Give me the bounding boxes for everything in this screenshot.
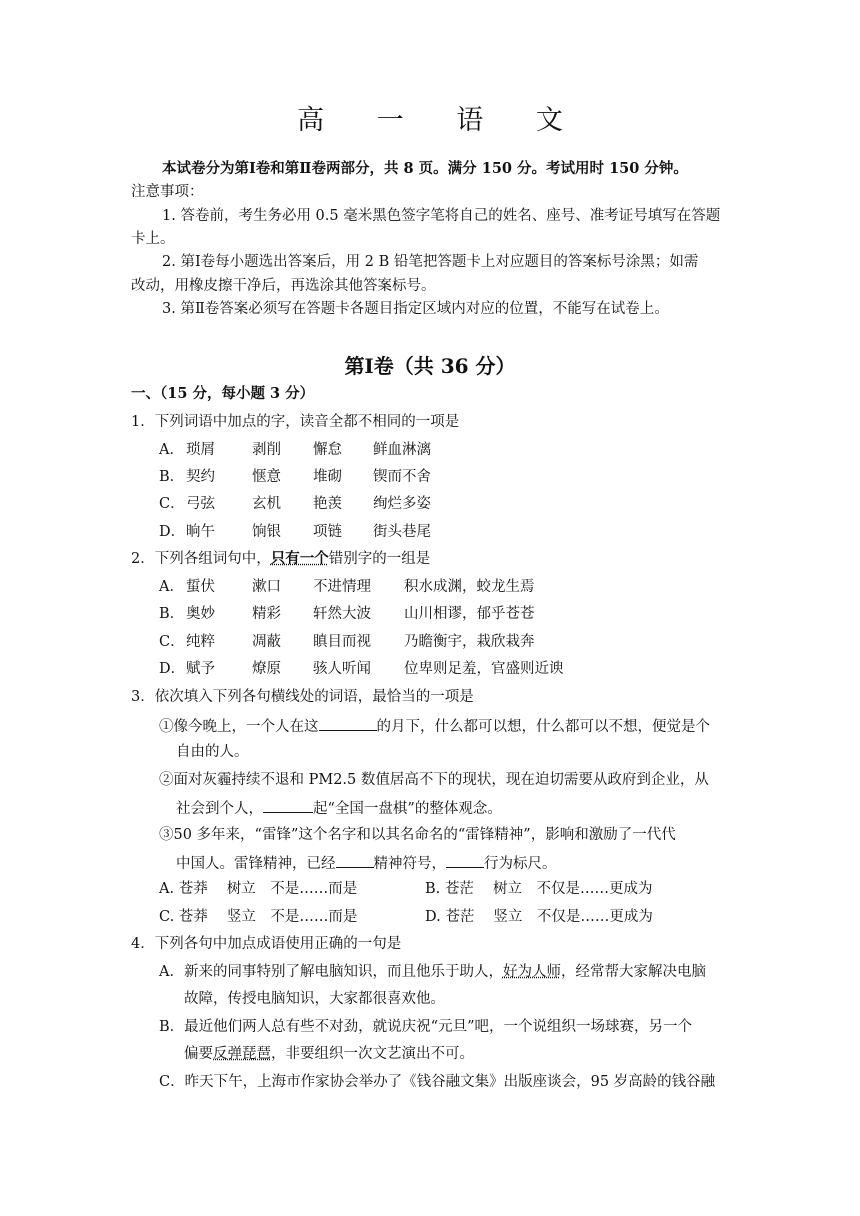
q1-b-word-3: 堆砌 [313,469,342,485]
q3-blank-2 [263,796,313,813]
q1-option-c-letter: C． [159,496,185,512]
q4-a-idiom: 好为人师 [502,964,561,980]
q4-b-idiom: 反弹琵琶 [213,1046,271,1062]
q3-sentence-2-cont: 社会到个人， 起“全国一盘棋”的整体观念。 [176,796,502,820]
question-3-stem: 3．依次填入下列各句横线处的词语，最恰当的一项是 [131,689,474,705]
question-4-stem: 4．下列各句中加点成语使用正确的一句是 [131,936,402,952]
notice-1: 1. 答卷前，考生务必用 0.5 毫米黑色签字笔将自己的姓名、座号、准考证号填写在答题 [162,208,721,224]
q3-sentence-3-cont: 中国人。雷锋精神，已经 精神符号， 行为标尺。 [176,851,557,875]
q3-sentence-3: ③50 多年来，“雷锋”这个名字和以其名命名的“雷锋精神”，影响和激励了一代代 [159,827,676,843]
part-heading: 一、（15 分，每小题 3 分） [131,385,315,402]
q4-option-b-cont: 偏要反弹琵琶，非要组织一次文艺演出不可。 [184,1046,474,1062]
q1-option-d-letter: D． [159,524,186,540]
q2-option-c-letter: C． [159,634,185,650]
q4-option-a-cont: 故障，传授电脑知识，大家都很喜欢他。 [184,991,445,1007]
q1-c-word-2: 玄机 [252,496,281,512]
q2-d-word-3: 骇人听闻 [313,661,371,677]
q1-a-word-1: 琐屑 [186,442,215,458]
q4-option-c: C．昨天下午，上海市作家协会举办了《钱谷融文集》出版座谈会，95 岁高龄的钱谷融 [159,1074,716,1090]
notice-2: 2. 第Ⅰ卷每小题选出答案后，用 2 B 铅笔把答题卡上对应题目的答案标号涂黑；如需 [162,254,699,270]
q3-option-c: C. 苍莽 竖立 不是……而是 [159,909,358,925]
q3-blank-4 [446,851,484,868]
q3-option-a: A. 苍莽 树立 不是……而是 [159,881,358,897]
q2-emphasis: 只有一个 [270,550,329,567]
q4-option-a: A．新来的同事特别了解电脑知识，而且他乐于助人，好为人师，经常帮大家解决电脑 [159,964,706,980]
q1-b-word-2: 惬意 [252,469,281,485]
q1-a-word-4: 鲜血淋漓 [373,442,431,458]
notice-3: 3. 第Ⅱ卷答案必须写在答题卡各题目指定区域内对应的位置，不能写在试卷上。 [162,301,669,317]
q2-c-word-4: 乃瞻衡宇，栽欣栽奔 [404,634,535,650]
q1-c-word-1: 弓弦 [186,496,215,512]
section-title: 第Ⅰ卷（共 36 分） [344,354,516,378]
q2-option-d-letter: D． [159,661,186,677]
exam-intro: 本试卷分为第Ⅰ卷和第Ⅱ卷两部分，共 8 页。满分 150 分。考试用时 150 分钟。 [162,160,688,177]
q2-b-word-1: 奥妙 [186,606,215,622]
q3-blank-3 [336,851,374,868]
q3-blank-1 [319,714,377,731]
q2-a-word-4: 积水成渊，蛟龙生焉 [404,579,535,595]
q1-d-word-2: 饷银 [252,524,281,540]
q1-d-word-3: 项链 [313,524,342,540]
q2-d-word-1: 赋予 [186,661,215,677]
notice-2-cont: 改动，用橡皮擦干净后，再选涂其他答案标号。 [131,278,436,294]
q3-option-b: B. 苍茫 树立 不仅是……更成为 [425,881,653,897]
question-2-stem: 2．下列各组词句中，只有一个错别字的一组是 [131,550,431,567]
q4-option-b: B．最近他们两人总有些不对劲，就说庆祝“元旦”吧，一个说组织一场球赛，另一个 [159,1019,692,1035]
q2-c-word-1: 纯粹 [186,634,215,650]
q1-a-word-3: 懈怠 [313,442,342,458]
q3-option-d: D. 苍茫 竖立 不仅是……更成为 [425,909,653,925]
q1-b-word-4: 锲而不舍 [373,469,431,485]
q2-b-word-2: 精彩 [252,606,281,622]
q2-d-word-2: 燎原 [252,661,281,677]
q1-d-word-1: 晌午 [186,524,215,540]
page-title: 高 一 语 文 [297,105,585,136]
q1-d-word-4: 街头巷尾 [373,524,431,540]
q2-b-word-3: 轩然大波 [313,606,371,622]
q2-option-a-letter: A． [159,579,184,595]
q1-b-word-1: 契约 [186,469,215,485]
question-1-stem: 1．下列词语中加点的字，读音全都不相同的一项是 [131,414,460,430]
q1-c-word-3: 艳羡 [313,496,342,512]
q2-d-word-4: 位卑则足羞，官盛则近谀 [404,661,564,677]
q2-option-b-letter: B． [159,606,185,622]
q3-sentence-1-cont: 自由的人。 [176,744,249,760]
q2-c-word-2: 凋蔽 [252,634,281,650]
q2-a-word-1: 蜇伏 [186,579,215,595]
notice-1-cont: 卡上。 [131,231,175,247]
q1-option-b-letter: B． [159,469,185,485]
q2-a-word-2: 漱口 [252,579,281,595]
q1-c-word-4: 绚烂多姿 [373,496,431,512]
q2-c-word-3: 瞋目而视 [313,634,371,650]
q2-a-word-3: 不进情理 [313,579,371,595]
q1-a-word-2: 剥削 [252,442,281,458]
q2-b-word-4: 山川相谬，郁乎苍苍 [404,606,535,622]
q3-sentence-2: ②面对灰霾持续不退和 PM2.5 数值居高不下的现状，现在迫切需要从政府到企业，从 [159,772,709,788]
q3-sentence-1: ①像今晚上，一个人在这 的月下，什么都可以想，什么都可以不想，便觉是个 [159,714,710,738]
q1-option-a-letter: A． [159,442,184,458]
notice-heading: 注意事项： [131,184,204,200]
